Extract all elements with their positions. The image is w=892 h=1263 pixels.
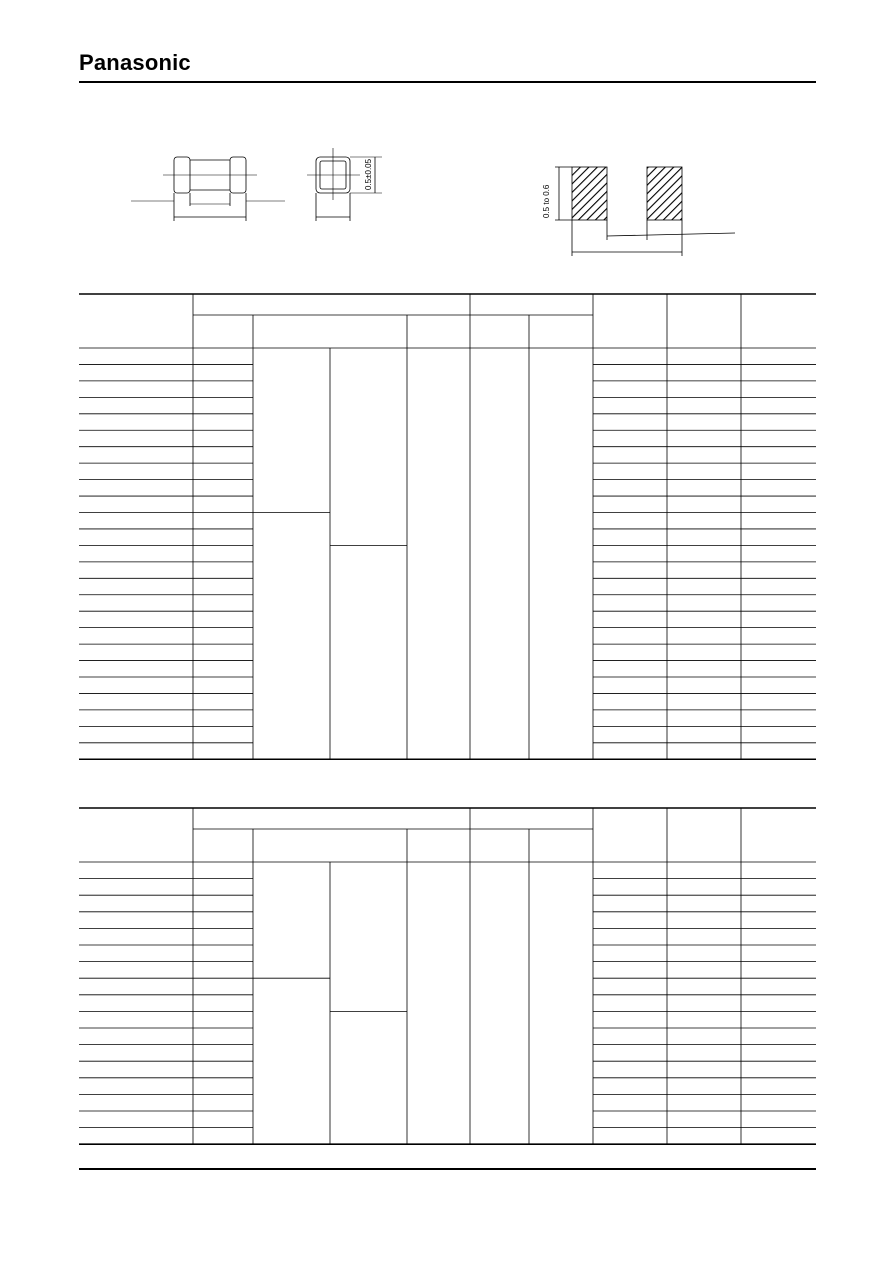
brand-logo: Panasonic xyxy=(79,50,191,75)
side-view-dimension-label: 0.5±0.05 xyxy=(364,158,373,190)
footer-rule xyxy=(79,1168,816,1170)
land-pattern-dimension-label: 0.5 to 0.6 xyxy=(542,184,551,218)
